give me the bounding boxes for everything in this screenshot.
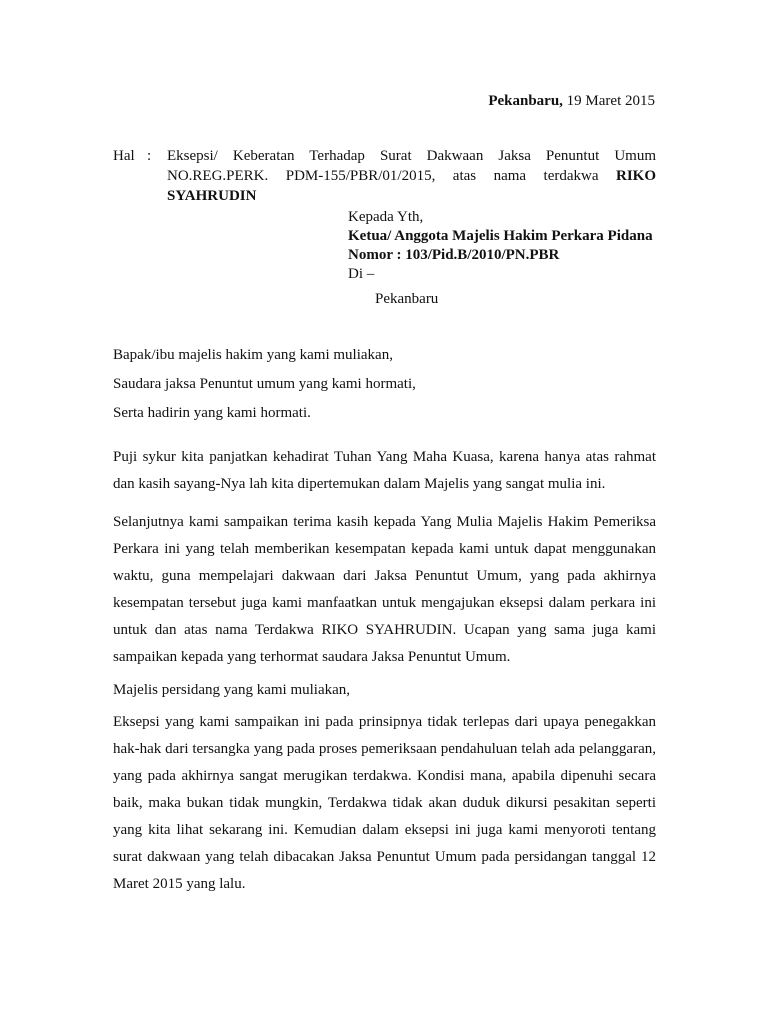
- paragraph: Selanjutnya kami sampaikan terima kasih kepada Yang Mulia Majelis Hakim Pemeriksa Perkara ini yang telah memberikan kesempatan kepada kami untuk dapat menggunakan waktu, guna mempelajari dakwaan dari Jaksa Penuntut Umum, yang pada akhirnya kesempatan tersebut juga kami manfaatkan untuk mengajukan eksepsi dalam perkara ini untuk dan atas nama Terdakwa RIKO SYAHRUDIN. Ucapan yang sama juga kami sampaikan kepada yang terhormat saudara Jaksa Penuntut Umum.: [113, 514, 656, 665]
- greeting-line: Bapak/ibu majelis hakim yang kami muliakan,: [113, 347, 393, 363]
- greetings: [113, 341, 416, 428]
- subject-label: Hal: [113, 148, 135, 164]
- greeting-line: Saudara jaksa Penuntut umum yang kami hormati,: [113, 376, 416, 392]
- date-city: Pekanbaru,: [488, 93, 563, 109]
- subject-line-2-name: RIKO: [615, 168, 656, 184]
- paragraph: Puji sykur kita panjatkan kehadirat Tuhan Yang Maha Kuasa, karena hanya atas rahmat dan kasih sayang-Nya lah kita dipertemukan dalam Majelis yang sangat mulia ini.: [113, 449, 656, 492]
- paragraph: Majelis persidang yang kami muliakan,: [113, 682, 351, 698]
- subject-line-3-name: SYAHRUDIN: [167, 188, 257, 204]
- address-city: Pekanbaru: [375, 291, 439, 307]
- subject-line-2-text: NO.REG.PERK. PDM-155/PBR/01/2015, atas nama terdakwa: [167, 168, 599, 184]
- address-number: Nomor : 103/Pid.B/2010/PN.PBR: [348, 247, 560, 263]
- recipient-address: [348, 208, 653, 309]
- date-value: 19 Maret 2015: [562, 93, 655, 109]
- letter-date: [488, 93, 655, 110]
- subject-line-2: [167, 166, 656, 186]
- subject-colon: :: [147, 148, 152, 164]
- subject-text: [167, 146, 656, 206]
- subject-line-1: Eksepsi/ Keberatan Terhadap Surat Dakwaan Jaksa Penuntut Umum: [167, 148, 656, 164]
- address-to: Kepada Yth,: [348, 209, 424, 225]
- paragraph: Eksepsi yang kami sampaikan ini pada prinsipnya tidak terlepas dari upaya penegakkan hak-hak dari tersangka yang pada proses pemeriksaan pendahuluan telah ada pelanggaran, yang pada akhirnya sangat merugikan terdakwa. Kondisi mana, apabila dipenuhi secara baik, maka bukan tidak mungkin, Terdakwa tidak akan duduk dikursi pesakitan seperti yang kita lihat sekarang ini. Kemudian dalam eksepsi ini juga kami menyoroti tentang surat dakwaan yang telah dibacakan Jaksa Penuntut Umum pada persidangan tanggal 12 Maret 2015 yang lalu.: [113, 714, 656, 892]
- subject-block: [113, 146, 656, 206]
- greeting-line: Serta hadirin yang kami hormati.: [113, 405, 311, 421]
- address-at: Di –: [348, 266, 375, 282]
- address-recipient: Ketua/ Anggota Majelis Hakim Perkara Pidana: [348, 228, 653, 244]
